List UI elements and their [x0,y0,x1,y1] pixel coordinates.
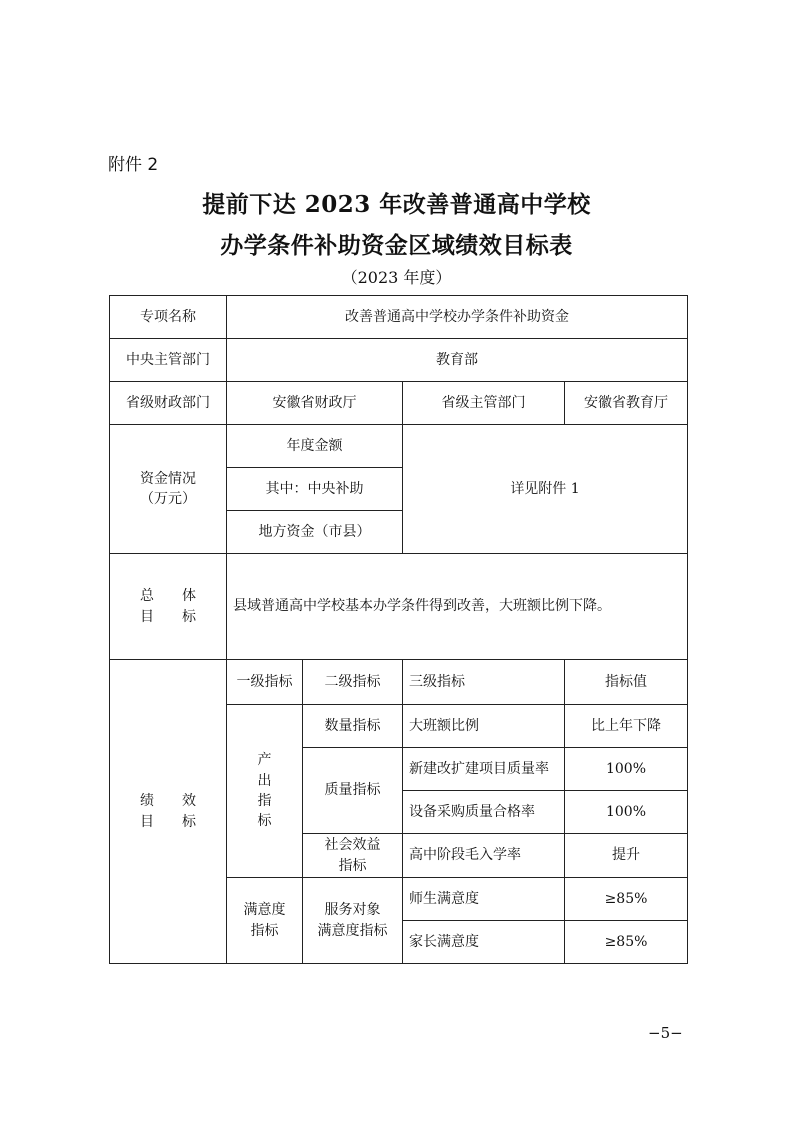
perf-goal-line2: 目 标 [140,813,196,830]
row-name: 家长满意度 [403,921,565,964]
funds-label-line1: 资金情况 [140,470,196,487]
funds-label-line2: （万元） [140,491,196,507]
output-char: 标 [257,813,272,830]
funds-label [110,425,227,554]
central-dept-value: 教育部 [227,339,688,382]
annual-amount-label: 年度金额 [227,425,403,468]
table-row [110,554,688,660]
year-label: （2023 年度） [341,268,452,287]
service-line2: 满意度指标 [317,922,388,939]
overall-goal-line2: 目 标 [140,608,196,625]
row-name: 新建改扩建项目质量率 [403,748,565,791]
output-char: 指 [257,793,272,809]
special-name-label: 专项名称 [110,296,227,339]
output-char: 出 [257,772,272,789]
row-name: 大班额比例 [403,705,565,748]
row-value: ≥85% [565,878,688,921]
prov-finance-label: 省级财政部门 [110,382,227,425]
header-level2: 二级指标 [303,660,403,705]
page-number: −5− [648,1024,683,1042]
output-char: 产 [257,752,272,769]
perf-goal-line1: 绩 效 [140,793,196,810]
overall-goal-line1: 总 体 [140,588,196,605]
social-line2: 指标 [338,857,367,874]
service-line1: 服务对象 [324,902,381,919]
quality-indicator: 质量指标 [303,748,403,834]
central-subsidy-label: 其中：中央补助 [227,468,403,511]
title-line-2: 办学条件补助资金区域绩效目标表 [220,232,573,259]
prov-finance-value: 安徽省财政厅 [227,382,403,425]
row-name: 高中阶段毛入学率 [403,834,565,878]
overall-goal-text: 县域普通高中学校基本办学条件得到改善，大班额比例下降。 [227,554,688,660]
row-value: 100% [565,748,688,791]
row-value: 100% [565,791,688,834]
satisfaction-line2: 指标 [250,922,279,939]
table-row [110,425,688,468]
header-level1: 一级指标 [227,660,303,705]
table-row [110,339,688,382]
prov-dept-label: 省级主管部门 [403,382,565,425]
central-dept-label: 中央主管部门 [110,339,227,382]
prov-dept-value: 安徽省教育厅 [565,382,688,425]
overall-goal-label [110,554,227,660]
row-name: 师生满意度 [403,878,565,921]
social-benefit-indicator [303,834,403,878]
table-row [110,382,688,425]
header-value: 指标值 [565,660,688,705]
satisfaction-line1: 满意度 [243,902,286,919]
satisfaction-indicator [227,878,303,964]
attachment-label: 附件 2 [108,155,159,175]
performance-goal-table [109,295,688,964]
title-line-1: 提前下达 2023 年改善普通高中学校 [202,191,591,218]
row-value: 提升 [565,834,688,878]
table-row [110,660,688,705]
header-level3: 三级指标 [403,660,565,705]
row-value: ≥85% [565,921,688,964]
local-funds-label: 地方资金（市县） [227,511,403,554]
table-row [110,296,688,339]
row-value: 比上年下降 [565,705,688,748]
see-attachment-value: 详见附件 1 [403,425,688,554]
special-name-value: 改善普通高中学校办学条件补助资金 [227,296,688,339]
quantity-indicator: 数量指标 [303,705,403,748]
output-indicator-label [227,705,303,878]
row-name: 设备采购质量合格率 [403,791,565,834]
social-line1: 社会效益 [324,837,381,854]
perf-goal-label [110,660,227,964]
service-satisfaction-indicator [303,878,403,964]
